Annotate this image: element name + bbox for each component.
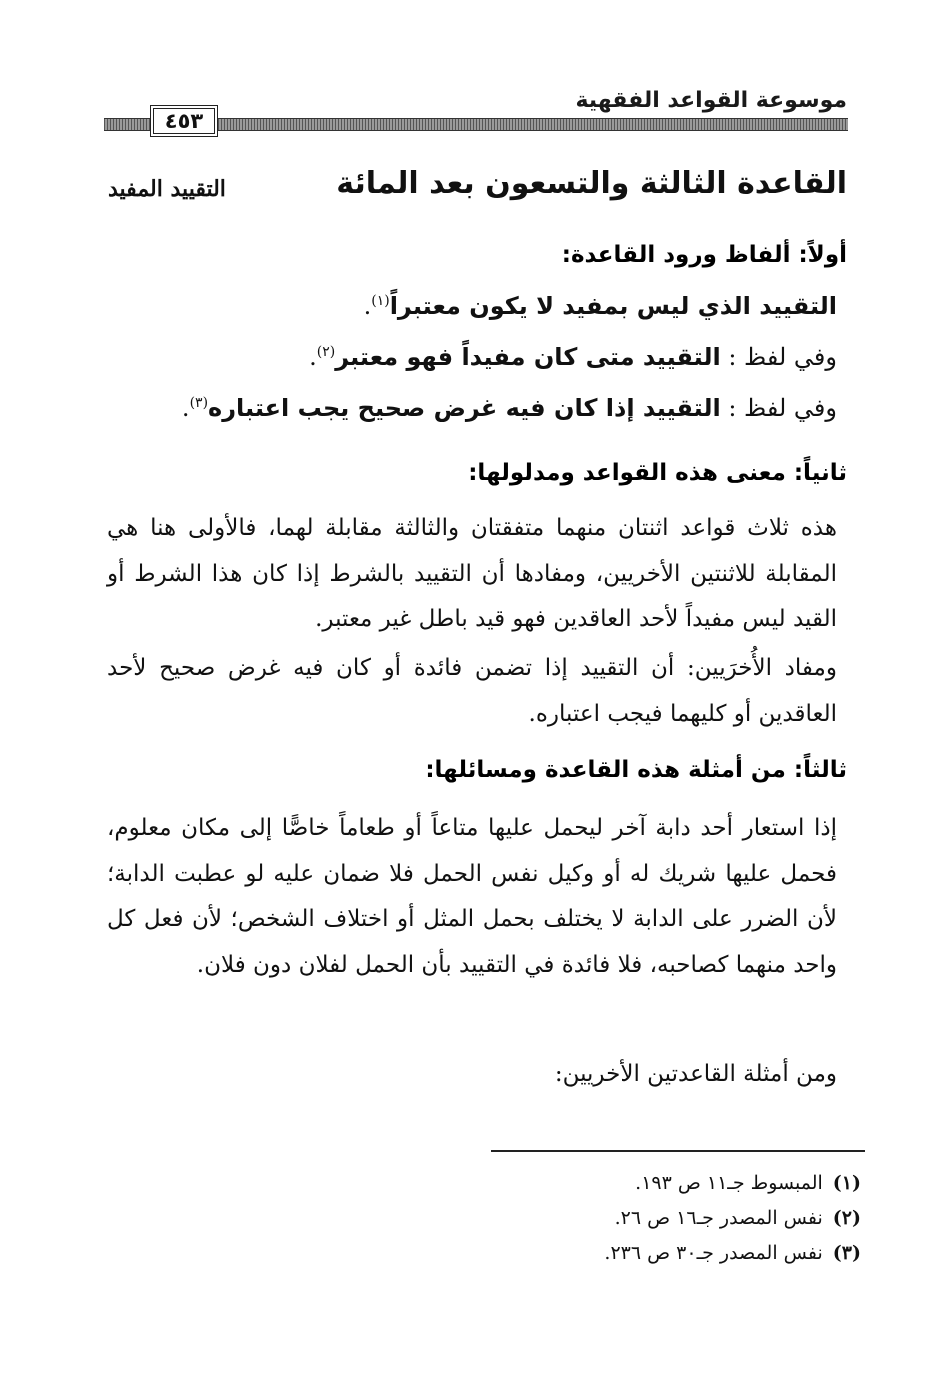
- footnote-separator: [491, 1150, 865, 1152]
- rule-title: القاعدة الثالثة والتسعون بعد المائة: [336, 166, 847, 201]
- section-heading-3: ثالثاً: من أمثلة هذه القاعدة ومسائلها:: [425, 757, 847, 783]
- phrase-end: .: [363, 292, 372, 320]
- rule-phrasing-2: [309, 343, 837, 372]
- phrase-prefix: وفي لفظ :: [728, 343, 837, 371]
- footnote-ref: (١): [371, 293, 390, 309]
- meaning-paragraph-2: ومفاد الأُخرَيين: أن التقييد إذا تضمن فائدة أو كان فيه غرض صحيح لأحد العاقدين أو كليهما فيجب اعتباره.: [107, 655, 837, 727]
- rule-phrasing-text: التقييد الذي ليس بمفيد لا يكون معتبراً: [389, 292, 837, 320]
- page-number: ٤٥٣: [150, 105, 218, 137]
- section-heading-1: أولاً: ألفاظ ورود القاعدة:: [561, 242, 847, 268]
- side-title: التقييد المفيد: [108, 176, 226, 202]
- footnote-item: [604, 1201, 861, 1236]
- rule-phrasing-text: التقييد إذا كان فيه غرض صحيح يجب اعتباره: [208, 394, 721, 422]
- example-paragraph-2: ومن أمثلة القاعدتين الأخريين:: [554, 1061, 837, 1087]
- running-header-title: موسوعة القواعد الفقهية: [575, 88, 847, 113]
- footnotes: [604, 1166, 861, 1271]
- phrase-prefix: وفي لفظ :: [728, 394, 837, 422]
- footnote-number: (٢): [832, 1207, 861, 1229]
- rule-phrasing-text: التقييد متى كان مفيداً فهو معتبر: [335, 343, 721, 371]
- rule-phrasing-3: [182, 394, 837, 423]
- example-paragraph-1: إذا استعار أحد دابة آخر ليحمل عليها متاعاً أو طعاماً خاصًّا إلى مكان معلوم، فحمل عليها شريك له أو وكيل نفس الحمل فلا ضمان عليه لو عطبت الدابة؛ لأن الضرر على الدابة لا يختلف بحمل المثل أو اختلاف الشخص؛ لأن فعل كل واحد منهما كصاحبه، فلا فائدة في التقييد بأن الحمل لفلان دون فلان.: [107, 815, 837, 978]
- section-heading-2: ثانياً: معنى هذه القواعد ومدلولها:: [468, 460, 847, 486]
- footnote-text: نفس المصدر جـ٣٠ ص ٢٣٦.: [604, 1242, 823, 1264]
- phrase-end: .: [181, 394, 190, 422]
- rule-phrasing-1: [364, 292, 837, 321]
- footnote-number: (١): [832, 1172, 861, 1194]
- footnote-text: نفس المصدر جـ١٦ ص ٢٦.: [614, 1207, 823, 1229]
- footnote-number: (٣): [832, 1242, 861, 1264]
- footnote-item: [604, 1166, 861, 1201]
- meaning-paragraph-1: هذه ثلاث قواعد اثنتان منهما متفقتان والثالثة مقابلة لهما، فالأولى هنا هي المقابلة للاثنتين الأخريين، ومفادها أن التقييد بالشرط إذا كان هذا الشرط أو القيد ليس مفيداً لأحد العاقدين فهو قيد باطل غير معتبر.: [107, 515, 837, 632]
- footnote-item: [604, 1236, 861, 1271]
- footnote-text: المبسوط جـ١١ ص ١٩٣.: [635, 1172, 823, 1194]
- footnote-ref: (٣): [189, 395, 209, 411]
- phrase-end: .: [309, 343, 317, 371]
- footnote-ref: (٢): [316, 344, 336, 360]
